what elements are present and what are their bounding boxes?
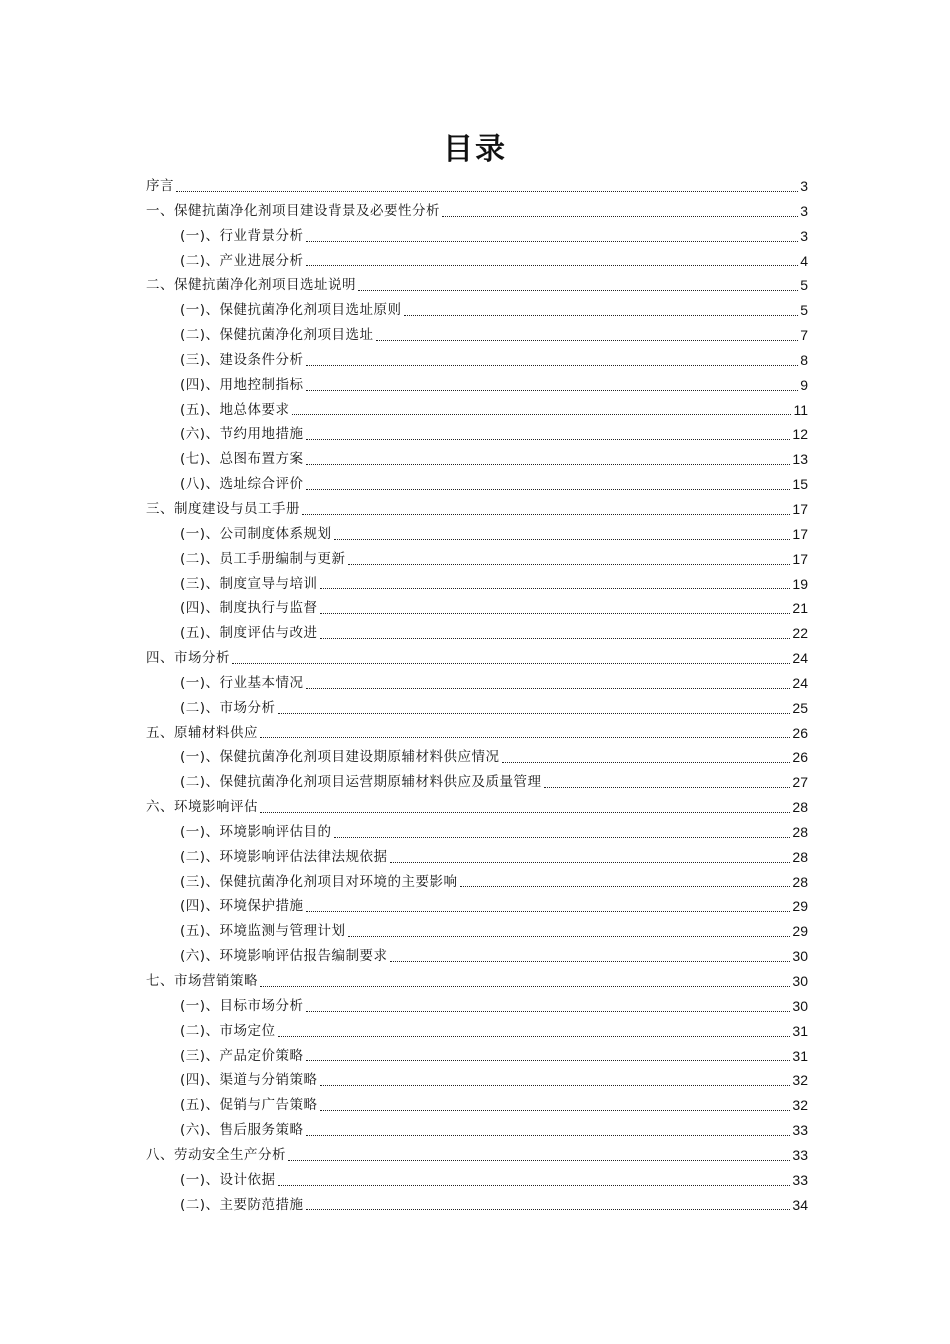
- toc-entry-label: 三、制度建设与员工手册: [146, 500, 300, 517]
- toc-entry-label: (五)、环境监测与管理计划: [180, 923, 346, 940]
- toc-page-number: 5: [800, 302, 808, 319]
- toc-entry-label: (六)、节约用地措施: [180, 426, 304, 443]
- toc-entry-label: (五)、促销与广告策略: [180, 1097, 318, 1114]
- toc-page-number: 22: [792, 625, 808, 642]
- toc-entry[interactable]: [146, 298, 808, 323]
- toc-dot-leader: [502, 762, 791, 763]
- toc-entry[interactable]: [146, 770, 808, 795]
- toc-page-number: 7: [800, 327, 808, 344]
- toc-page-number: 33: [792, 1146, 808, 1163]
- toc-dot-leader: [306, 390, 799, 391]
- toc-entry[interactable]: [146, 1193, 808, 1218]
- toc-dot-leader: [348, 564, 791, 565]
- toc-page-number: 33: [792, 1171, 808, 1188]
- toc-page-number: 26: [792, 724, 808, 741]
- toc-entry[interactable]: [146, 447, 808, 472]
- toc-entry[interactable]: [146, 696, 808, 721]
- toc-page-number: 25: [792, 699, 808, 716]
- toc-entry-label: 七、市场营销策略: [146, 973, 258, 989]
- toc-entry-label: 六、环境影响评估: [146, 799, 258, 816]
- toc-page-number: 15: [792, 476, 808, 493]
- toc-entry[interactable]: [146, 224, 808, 249]
- toc-dot-leader: [544, 787, 791, 788]
- toc-entry[interactable]: [146, 870, 808, 895]
- toc-entry-label: (六)、售后服务策略: [180, 1122, 304, 1139]
- toc-page-number: 24: [792, 650, 808, 667]
- toc-page-number: 32: [792, 1097, 808, 1114]
- toc-entry-label: (三)、制度宣导与培训: [180, 575, 318, 592]
- toc-entry-label: (二)、环境影响评估法律法规依据: [180, 848, 388, 865]
- toc-entry[interactable]: [146, 1019, 808, 1044]
- toc-entry[interactable]: [146, 497, 808, 522]
- toc-dot-leader: [348, 936, 791, 937]
- toc-page-number: 34: [792, 1196, 808, 1213]
- toc-entry[interactable]: [146, 174, 808, 199]
- toc-page-number: 30: [792, 997, 808, 1014]
- table-of-contents: [146, 174, 808, 1217]
- toc-entry-label: (一)、保健抗菌净化剂项目建设期原辅材料供应情况: [180, 749, 500, 766]
- toc-page-number: 3: [800, 227, 808, 244]
- toc-page-number: 17: [792, 500, 808, 517]
- toc-page-number: 30: [792, 948, 808, 965]
- toc-entry[interactable]: [146, 547, 808, 572]
- toc-page-number: 3: [800, 178, 808, 194]
- toc-dot-leader: [320, 1110, 791, 1111]
- toc-dot-leader: [306, 265, 799, 266]
- toc-entry-label: (七)、总图布置方案: [180, 451, 304, 468]
- toc-entry[interactable]: [146, 646, 808, 671]
- toc-entry[interactable]: [146, 1118, 808, 1143]
- toc-entry-label: (四)、渠道与分销策略: [180, 1072, 318, 1089]
- toc-entry-label: 四、市场分析: [146, 650, 230, 667]
- toc-page-number: 33: [792, 1122, 808, 1139]
- toc-dot-leader: [260, 812, 790, 813]
- toc-entry[interactable]: [146, 422, 808, 447]
- toc-dot-leader: [306, 241, 799, 242]
- toc-dot-leader: [320, 1085, 791, 1086]
- toc-page-number: 28: [792, 873, 808, 890]
- toc-entry-label: (一)、设计依据: [180, 1171, 276, 1188]
- toc-entry-label: (三)、保健抗菌净化剂项目对环境的主要影响: [180, 873, 458, 890]
- toc-dot-leader: [306, 911, 791, 912]
- toc-page-number: 24: [792, 674, 808, 691]
- toc-entry-label: (五)、地总体要求: [180, 401, 290, 418]
- toc-entry-label: (四)、环境保护措施: [180, 898, 304, 915]
- toc-dot-leader: [306, 1135, 791, 1136]
- toc-entry-label: (二)、市场分析: [180, 699, 276, 716]
- toc-page-number: 29: [792, 898, 808, 915]
- toc-entry-label: (二)、员工手册编制与更新: [180, 550, 346, 567]
- toc-page-number: 28: [792, 799, 808, 816]
- toc-entry[interactable]: [146, 745, 808, 770]
- toc-entry[interactable]: [146, 273, 808, 298]
- toc-entry[interactable]: [146, 398, 808, 423]
- toc-page-number: 11: [793, 401, 808, 418]
- toc-entry[interactable]: [146, 572, 808, 597]
- toc-dot-leader: [334, 539, 791, 540]
- toc-entry-label: (二)、保健抗菌净化剂项目运营期原辅材料供应及质量管理: [180, 774, 542, 791]
- toc-entry-label: 五、原辅材料供应: [146, 724, 258, 741]
- toc-dot-leader: [306, 489, 791, 490]
- toc-page-number: 26: [792, 749, 808, 766]
- toc-entry[interactable]: [146, 323, 808, 348]
- toc-entry-label: (二)、主要防范措施: [180, 1196, 304, 1213]
- toc-entry-label: (二)、保健抗菌净化剂项目选址: [180, 327, 374, 344]
- toc-page-number: 32: [792, 1072, 808, 1089]
- toc-entry-label: 序言: [146, 178, 174, 194]
- toc-page-number: 21: [792, 600, 808, 617]
- toc-page-number: 27: [792, 774, 808, 791]
- toc-dot-leader: [176, 191, 798, 192]
- toc-dot-leader: [306, 1060, 791, 1061]
- toc-page-number: 28: [792, 823, 808, 840]
- toc-page-number: 17: [792, 525, 808, 542]
- toc-entry[interactable]: [146, 522, 808, 547]
- toc-entry[interactable]: [146, 1044, 808, 1069]
- toc-page-number: 8: [800, 351, 808, 368]
- toc-entry-label: (六)、环境影响评估报告编制要求: [180, 948, 388, 965]
- page-title: 目录: [443, 132, 507, 167]
- toc-dot-leader: [278, 1036, 791, 1037]
- toc-page-number: 28: [792, 848, 808, 865]
- toc-entry[interactable]: [146, 969, 808, 994]
- toc-dot-leader: [306, 365, 799, 366]
- toc-dot-leader: [306, 688, 791, 689]
- toc-entry[interactable]: [146, 671, 808, 696]
- toc-entry-label: (三)、建设条件分析: [180, 351, 304, 368]
- toc-dot-leader: [260, 986, 790, 987]
- toc-entry[interactable]: [146, 596, 808, 621]
- toc-dot-leader: [390, 862, 791, 863]
- toc-dot-leader: [376, 340, 799, 341]
- toc-entry[interactable]: [146, 621, 808, 646]
- toc-entry[interactable]: [146, 199, 808, 224]
- toc-entry[interactable]: [146, 820, 808, 845]
- toc-entry-label: (一)、公司制度体系规划: [180, 525, 332, 542]
- toc-entry[interactable]: [146, 944, 808, 969]
- toc-entry[interactable]: [146, 373, 808, 398]
- toc-dot-leader: [404, 315, 799, 316]
- toc-dot-leader: [460, 886, 791, 887]
- toc-entry[interactable]: [146, 845, 808, 870]
- toc-entry-label: (一)、保健抗菌净化剂项目选址原则: [180, 302, 402, 319]
- toc-entry[interactable]: [146, 348, 808, 373]
- toc-page-number: 13: [792, 451, 808, 468]
- toc-dot-leader: [260, 737, 790, 738]
- toc-entry[interactable]: [146, 1168, 808, 1193]
- toc-page-number: 5: [800, 277, 808, 294]
- toc-dot-leader: [320, 588, 791, 589]
- toc-dot-leader: [232, 663, 790, 664]
- toc-dot-leader: [334, 837, 791, 838]
- toc-page-number: 9: [800, 376, 808, 393]
- toc-entry-label: (二)、市场定位: [180, 1022, 276, 1039]
- toc-entry-label: (五)、制度评估与改进: [180, 625, 318, 642]
- toc-entry[interactable]: [146, 472, 808, 497]
- toc-entry-label: (一)、目标市场分析: [180, 997, 304, 1014]
- toc-entry[interactable]: [146, 1093, 808, 1118]
- toc-dot-leader: [306, 1209, 791, 1210]
- toc-entry-label: (四)、制度执行与监督: [180, 600, 318, 617]
- toc-dot-leader: [288, 1160, 790, 1161]
- toc-dot-leader: [278, 1185, 791, 1186]
- toc-page-number: 12: [792, 426, 808, 443]
- toc-page-number: 30: [792, 973, 808, 989]
- toc-page-number: 4: [800, 252, 808, 269]
- toc-entry-label: (一)、环境影响评估目的: [180, 823, 332, 840]
- toc-entry-label: (三)、产品定价策略: [180, 1047, 304, 1064]
- toc-dot-leader: [358, 290, 798, 291]
- toc-entry-label: (二)、产业进展分析: [180, 252, 304, 269]
- toc-dot-leader: [390, 961, 791, 962]
- toc-page-number: 29: [792, 923, 808, 940]
- toc-page-number: 19: [792, 575, 808, 592]
- toc-dot-leader: [442, 216, 798, 217]
- toc-dot-leader: [302, 514, 790, 515]
- toc-entry-label: 一、保健抗菌净化剂项目建设背景及必要性分析: [146, 202, 440, 219]
- toc-page-number: 17: [792, 550, 808, 567]
- toc-entry[interactable]: [146, 894, 808, 919]
- toc-entry-label: (一)、行业背景分析: [180, 227, 304, 244]
- toc-dot-leader: [306, 1011, 791, 1012]
- toc-dot-leader: [320, 638, 791, 639]
- toc-entry[interactable]: [146, 249, 808, 274]
- toc-entry[interactable]: [146, 994, 808, 1019]
- toc-entry[interactable]: [146, 919, 808, 944]
- toc-entry-label: 八、劳动安全生产分析: [146, 1146, 286, 1163]
- toc-page-number: 3: [800, 202, 808, 219]
- toc-entry[interactable]: [146, 721, 808, 746]
- toc-entry[interactable]: [146, 795, 808, 820]
- toc-entry-label: (八)、选址综合评价: [180, 476, 304, 493]
- toc-dot-leader: [278, 713, 791, 714]
- toc-entry[interactable]: [146, 1143, 808, 1168]
- toc-page-number: 31: [792, 1047, 808, 1064]
- toc-dot-leader: [306, 464, 791, 465]
- toc-dot-leader: [306, 439, 791, 440]
- toc-entry-label: (一)、行业基本情况: [180, 674, 304, 691]
- toc-entry-label: 二、保健抗菌净化剂项目选址说明: [146, 277, 356, 294]
- toc-entry[interactable]: [146, 1068, 808, 1093]
- toc-entry-label: (四)、用地控制指标: [180, 376, 304, 393]
- toc-page-number: 31: [792, 1022, 808, 1039]
- toc-dot-leader: [292, 414, 792, 415]
- toc-dot-leader: [320, 613, 791, 614]
